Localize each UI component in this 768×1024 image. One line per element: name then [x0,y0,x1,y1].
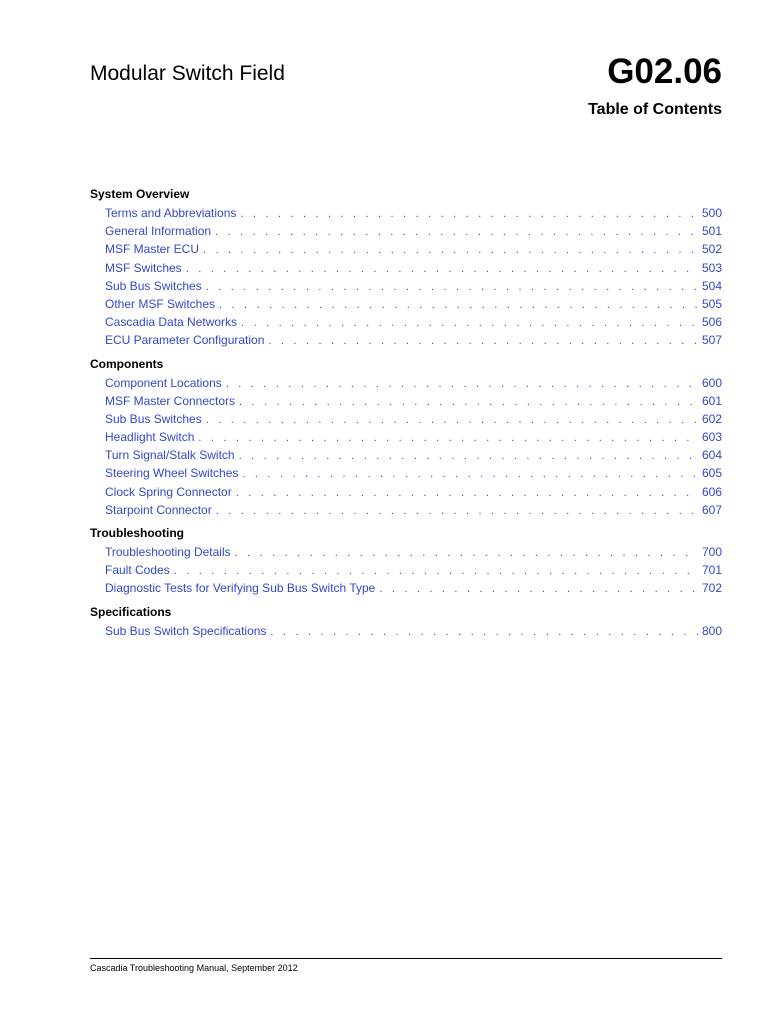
table-of-contents [90,185,722,640]
section-code: G02.06 [607,52,722,91]
toc-entry-link[interactable] [90,277,722,295]
dot-leader [206,411,698,429]
toc-entry-label: Steering Wheel Switches [105,466,239,481]
toc-entry-label: Component Locations [105,375,222,390]
dot-leader [219,296,698,314]
toc-entry-label: General Information [105,224,212,239]
toc-entry-link[interactable] [90,313,722,331]
toc-entry-link[interactable] [90,240,722,258]
toc-entry-link[interactable] [90,331,722,349]
toc-entry-label: Turn Signal/Stalk Switch [105,448,235,463]
toc-entry-link[interactable] [90,428,722,446]
dot-leader [236,484,698,502]
toc-entry-link[interactable] [90,561,722,579]
toc-group [90,185,722,350]
toc-entry-page-number: 505 [701,296,722,311]
toc-entry-list [90,622,722,640]
dot-leader [216,502,698,520]
toc-entry-page-number: 501 [701,224,722,239]
toc-entry-link[interactable] [90,501,722,519]
toc-entry-page-number: 507 [701,333,722,348]
dot-leader [239,447,698,465]
dot-leader [226,375,698,393]
toc-entry-label: Terms and Abbreviations [105,206,237,220]
toc-entry-label: MSF Switches [105,260,182,275]
dot-leader [198,429,698,447]
toc-entry-link[interactable] [90,410,722,428]
toc-entry-page-number: 502 [701,242,722,257]
footer-divider [90,958,722,959]
toc-entry-page-number: 800 [701,623,722,638]
footer-text: Cascadia Troubleshooting Manual, September 2012 [90,963,298,973]
toc-entry-label: Sub Bus Switches [105,278,202,293]
toc-entry-page-number: 603 [701,430,722,445]
dot-leader [240,205,698,223]
toc-entry-label: Troubleshooting Details [105,545,231,559]
toc-entry-label: MSF Master Connectors [105,393,236,408]
toc-entry-page-number: 503 [701,260,722,275]
dot-leader [379,580,698,598]
document-title: Modular Switch Field [90,62,285,85]
toc-entry-label: MSF Master ECU [105,242,200,257]
toc-heading: Table of Contents [588,101,722,118]
toc-entry-page-number: 605 [701,466,722,481]
toc-entry-label: Fault Codes [105,563,170,578]
toc-entry-page-number: 602 [701,411,722,426]
toc-entry-label: Starpoint Connector [105,502,212,517]
toc-entry-page-number: 600 [701,375,722,390]
toc-entry-link[interactable] [90,392,722,410]
toc-entry-label: Sub Bus Switch Specifications [105,623,267,638]
toc-entry-link[interactable] [90,295,722,313]
toc-group [90,524,722,598]
toc-entry-page-number: 504 [701,278,722,293]
toc-entry-label: Headlight Switch [105,430,195,445]
toc-entry-page-number: 500 [701,206,722,220]
toc-entry-list [90,543,722,598]
toc-group-heading: Specifications [90,604,172,619]
toc-entry-page-number: 606 [701,484,722,499]
toc-entry-label: ECU Parameter Configuration [105,333,265,348]
toc-entry-link[interactable] [90,259,722,277]
toc-entry-label: Sub Bus Switches [105,411,202,426]
toc-entry-link[interactable] [90,464,722,482]
toc-entry-list [90,204,722,350]
toc-group-heading: Components [90,356,164,371]
toc-entry-label: Other MSF Switches [105,296,216,311]
dot-leader [270,623,698,641]
dot-leader [186,260,698,278]
toc-group-heading: System Overview [90,187,190,201]
toc-entry-link[interactable] [90,483,722,501]
toc-entry-link[interactable] [90,622,722,640]
dot-leader [235,544,698,562]
dot-leader [206,278,698,296]
toc-entry-label: Cascadia Data Networks [105,315,238,330]
toc-entry-page-number: 601 [701,393,722,408]
toc-entry-label: Clock Spring Connector [105,484,232,499]
toc-entry-link[interactable] [90,374,722,392]
toc-group-heading: Troubleshooting [90,526,184,540]
toc-entry-link[interactable] [90,204,722,222]
toc-group [90,355,722,520]
toc-entry-link[interactable] [90,446,722,464]
toc-entry-list [90,374,722,520]
dot-leader [268,332,698,350]
toc-entry-page-number: 604 [701,448,722,463]
dot-leader [241,314,698,332]
dot-leader [215,223,698,241]
toc-entry-page-number: 506 [701,315,722,330]
dot-leader [174,562,698,580]
toc-entry-page-number: 700 [701,545,722,559]
dot-leader [239,393,698,411]
toc-group [90,603,722,640]
toc-entry-page-number: 701 [701,563,722,578]
dot-leader [242,465,698,483]
toc-entry-link[interactable] [90,579,722,597]
toc-entry-link[interactable] [90,222,722,240]
toc-entry-page-number: 607 [701,502,722,517]
toc-entry-label: Diagnostic Tests for Verifying Sub Bus Switch Type [105,581,376,596]
dot-leader [203,241,698,259]
toc-entry-link[interactable] [90,543,722,561]
toc-entry-page-number: 702 [701,581,722,596]
